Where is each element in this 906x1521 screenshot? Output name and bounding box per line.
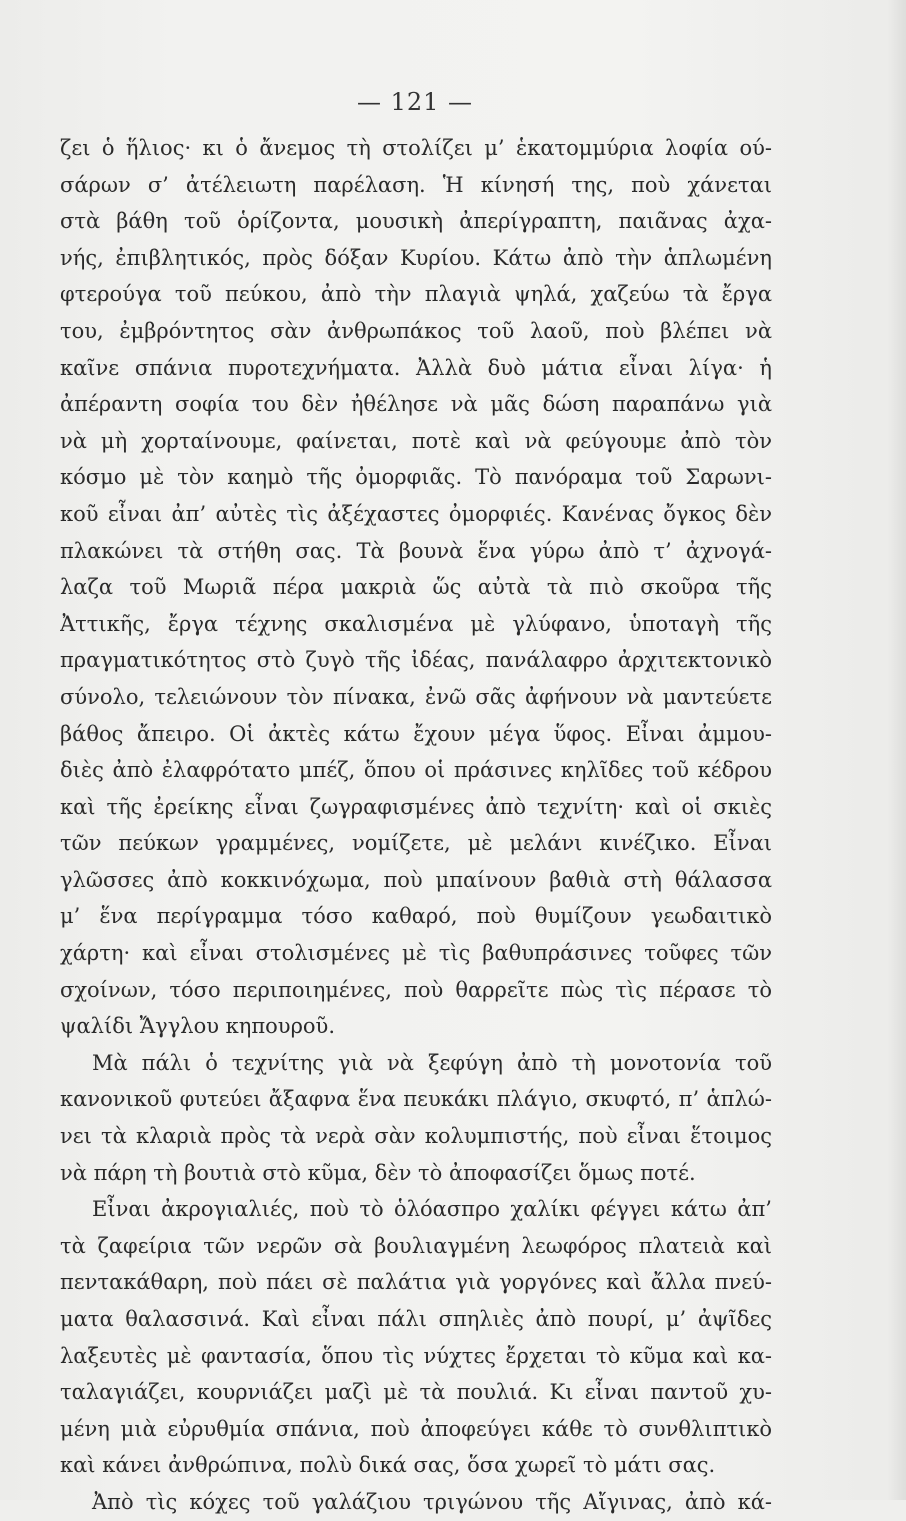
text-line: νὰ μὴ χορταίνουμε, φαίνεται, ποτὲ καὶ νὰ φεύγουμε ἀπὸ τὸν: [60, 428, 772, 453]
text-line: πραγματικότητος στὸ ζυγὸ τῆς ἰδέας, πανάλαφρο ἀρχιτεκτονικὸ: [60, 648, 772, 673]
text-line: σχοίνων, τόσο περιποιημένες, ποὺ θαρρεῖτε πὼς τὶς πέρασε τὸ: [60, 977, 772, 1002]
text-line: τῶν πεύκων γραμμένες, νομίζετε, μὲ μελάνι κινέζικο. Εἶναι: [60, 831, 772, 856]
text-line: ψαλίδι Ἄγγλου κηπουροῦ.: [60, 1014, 335, 1039]
text-line: ἀπέραντη σοφία του δὲν ἠθέλησε νὰ μᾶς δώση παραπάνω γιὰ: [60, 392, 772, 417]
text-line: σύνολο, τελειώνουν τὸν πίνακα, ἐνῶ σᾶς ἀφήνουν νὰ μαντεύετε: [60, 684, 772, 709]
text-line: Εἶναι ἀκρογιαλιές, ποὺ τὸ ὁλόασπρο χαλίκι φέγγει κάτω ἀπ’: [92, 1197, 772, 1222]
text-line: τὰ ζαφείρια τῶν νερῶν σὰ βουλιαγμένη λεωφόρος πλατειὰ καὶ: [60, 1233, 772, 1258]
text-line: λαξευτὲς μὲ φαντασία, ὅπου τὶς νύχτες ἔρχεται τὸ κῦμα καὶ κα-: [60, 1343, 772, 1368]
page-edge-shadow: [888, 0, 906, 1500]
text-line: νής, ἐπιβλητικός, πρὸς δόξαν Κυρίου. Κάτω ἀπὸ τὴν ἁπλωμένη: [60, 245, 772, 270]
text-line: νει τὰ κλαριὰ πρὸς τὰ νερὰ σὰν κολυμπιστής, ποὺ εἶναι ἕτοιμος: [60, 1124, 772, 1149]
text-line: λαζα τοῦ Μωριᾶ πέρα μακριὰ ὥς αὐτὰ τὰ πιὸ σκοῦρα τῆς: [60, 575, 772, 600]
text-line: ζει ὁ ἥλιος· κι ὁ ἄνεμος τὴ στολίζει μ’ ἑκατομμύρια λοφία ού-: [60, 136, 772, 160]
text-line: πεντακάθαρη, ποὺ πάει σὲ παλάτια γιὰ γοργόνες καὶ ἄλλα πνεύ-: [60, 1270, 772, 1295]
page-number: — 121 —: [356, 88, 474, 116]
text-line: καὶ κάνει ἀνθρώπινα, πολὺ δικά σας, ὅσα χωρεῖ τὸ μάτι σας.: [60, 1453, 716, 1478]
text-line: Ἀπὸ τὶς κόχες τοῦ γαλάζιου τριγώνου τῆς Αἴγινας, ἀπὸ κά-: [92, 1489, 772, 1514]
text-line: του, ἐμβρόντητος σὰν ἀνθρωπάκος τοῦ λαοῦ, ποὺ βλέπει νὰ: [60, 318, 772, 343]
text-line: στὰ βάθη τοῦ ὁρίζοντα, μουσικὴ ἀπερίγραπτη, παιᾶνας ἀχα-: [60, 209, 772, 234]
text-line: μ’ ἕνα περίγραμμα τόσο καθαρό, ποὺ θυμίζουν γεωδαιτικὸ: [60, 904, 772, 929]
text-line: καῖνε σπάνια πυροτεχνήματα. Ἀλλὰ δυὸ μάτια εἶναι λίγα· ἡ: [60, 355, 772, 380]
text-line: ταλαγιάζει, κουρνιάζει μαζὶ μὲ τὰ πουλιά. Κι εἶναι παντοῦ χυ-: [60, 1380, 772, 1405]
text-line: καὶ τῆς ἐρείκης εἶναι ζωγραφισμένες ἀπὸ τεχνίτη· καὶ οἱ σκιὲς: [60, 794, 772, 819]
text-line: κοῦ εἶναι ἀπ’ αὐτὲς τὶς ἀξέχαστες ὀμορφιές. Κανένας ὄγκος δὲν: [60, 501, 772, 526]
text-line: ματα θαλασσινά. Καὶ εἶναι πάλι σπηλιὲς ἀπὸ πουρί, μ’ ἀψῖδες: [60, 1307, 772, 1331]
body-text: [60, 130, 772, 1521]
text-line: διὲς ἀπὸ ἐλαφρότατο μπέζ, ὅπου οἱ πράσινες κηλῖδες τοῦ κέδρου: [60, 758, 772, 783]
text-line: φτερούγα τοῦ πεύκου, ἀπὸ τὴν πλαγιὰ ψηλά, χαζεύω τὰ ἔργα: [60, 282, 772, 307]
text-line: γλῶσσες ἀπὸ κοκκινόχωμα, ποὺ μπαίνουν βαθιὰ στὴ θάλασσα: [60, 867, 772, 892]
text-line: Μὰ πάλι ὁ τεχνίτης γιὰ νὰ ξεφύγη ἀπὸ τὴ μονοτονία τοῦ: [92, 1050, 772, 1075]
text-line: πλακώνει τὰ στήθη σας. Τὰ βουνὰ ἕνα γύρω ἀπὸ τ’ ἀχνογά-: [60, 538, 772, 563]
text-line: χάρτη· καὶ εἶναι στολισμένες μὲ τὶς βαθυπράσινες τοῦφες τῶν: [60, 941, 772, 966]
text-line: βάθος ἄπειρο. Οἱ ἀκτὲς κάτω ἔχουν μέγα ὕφος. Εἶναι ἀμμου-: [60, 721, 772, 746]
text-line: κόσμο μὲ τὸν καημὸ τῆς ὀμορφιᾶς. Τὸ πανόραμα τοῦ Σαρωνι-: [60, 465, 772, 490]
text-line: νὰ πάρη τὴ βουτιὰ στὸ κῦμα, δὲν τὸ ἀποφασίζει ὅμως ποτέ.: [60, 1160, 696, 1185]
text-line: κανονικοῦ φυτεύει ἄξαφνα ἕνα πευκάκι πλάγιο, σκυφτό, π’ ἁπλώ-: [60, 1087, 772, 1112]
text-line: μένη μιὰ εὐρυθμία σπάνια, ποὺ ἀποφεύγει κάθε τὸ συνθλιπτικὸ: [60, 1416, 772, 1441]
text-line: σάρων σ’ ἀτέλειωτη παρέλαση. Ἡ κίνησή της, ποὺ χάνεται: [60, 172, 772, 197]
text-line: Ἀττικῆς, ἔργα τέχνης σκαλισμένα μὲ γλύφανο, ὑποταγὴ τῆς: [60, 611, 772, 636]
